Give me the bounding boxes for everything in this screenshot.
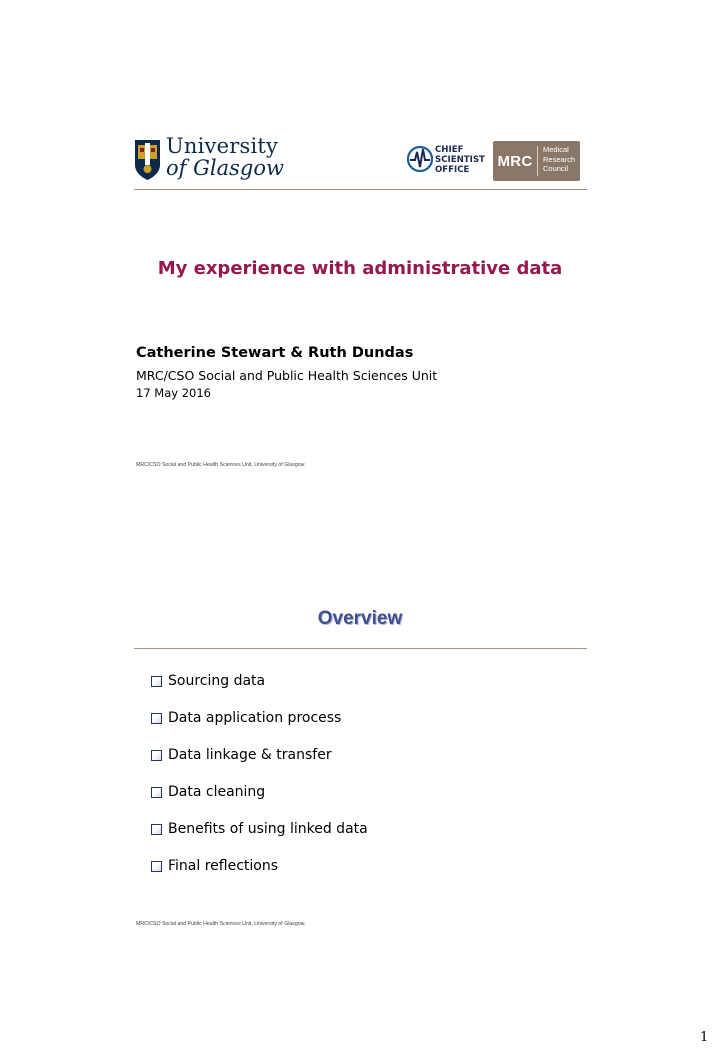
chief-scientist-office-emblem-icon	[407, 143, 433, 175]
list-item	[151, 784, 368, 821]
list-item-text: Sourcing data	[168, 673, 266, 689]
cso-line: CHIEF	[435, 145, 464, 155]
authors: Catherine Stewart & Ruth Dundas	[136, 345, 414, 361]
overview-list	[151, 673, 368, 895]
page-number: 1	[700, 1030, 709, 1045]
list-item	[151, 858, 368, 895]
list-item	[151, 673, 368, 710]
chief-scientist-office-logo	[435, 145, 485, 175]
slide1-title: My experience with administrative data	[157, 258, 563, 279]
checkbox-bullet-icon	[151, 787, 162, 798]
slide2-footer: MRC/CSO Social and Public Health Sciences Unit, University of Glasgow.	[136, 921, 306, 927]
title-divider	[134, 648, 587, 649]
logo-line-university: University	[166, 134, 279, 158]
mrc-line: Research	[543, 154, 576, 164]
list-item-text: Final reflections	[168, 858, 279, 874]
presentation-date: 17 May 2016	[136, 386, 211, 400]
cso-line: SCIENTIST	[435, 155, 485, 165]
affiliation: MRC/CSO Social and Public Health Sciences Unit	[136, 368, 438, 383]
checkbox-bullet-icon	[151, 713, 162, 724]
checkbox-bullet-icon	[151, 750, 162, 761]
slide2-title: Overview	[317, 608, 403, 629]
mrc-line: Council	[543, 164, 569, 173]
list-item	[151, 710, 368, 747]
cso-line: OFFICE	[435, 165, 470, 175]
header-divider	[134, 189, 587, 190]
list-item-text: Data cleaning	[168, 784, 266, 800]
slide1-footer: MRC/CSO Social and Public Health Sciences Unit, University of Glasgow.	[136, 462, 306, 468]
mrc-abbrev: MRC	[493, 146, 538, 176]
logo-line-of-glasgow: of Glasgow	[166, 156, 284, 180]
mrc-logo	[493, 141, 580, 181]
list-item-text: Benefits of using linked data	[168, 821, 368, 837]
list-item-text: Data application process	[168, 710, 342, 726]
checkbox-bullet-icon	[151, 861, 162, 872]
list-item	[151, 747, 368, 784]
checkbox-bullet-icon	[151, 824, 162, 835]
mrc-line: Medical	[543, 145, 569, 154]
list-item	[151, 821, 368, 858]
checkbox-bullet-icon	[151, 676, 162, 687]
university-of-glasgow-logo	[166, 136, 284, 179]
university-of-glasgow-crest-icon	[134, 139, 161, 181]
list-item-text: Data linkage & transfer	[168, 747, 332, 763]
